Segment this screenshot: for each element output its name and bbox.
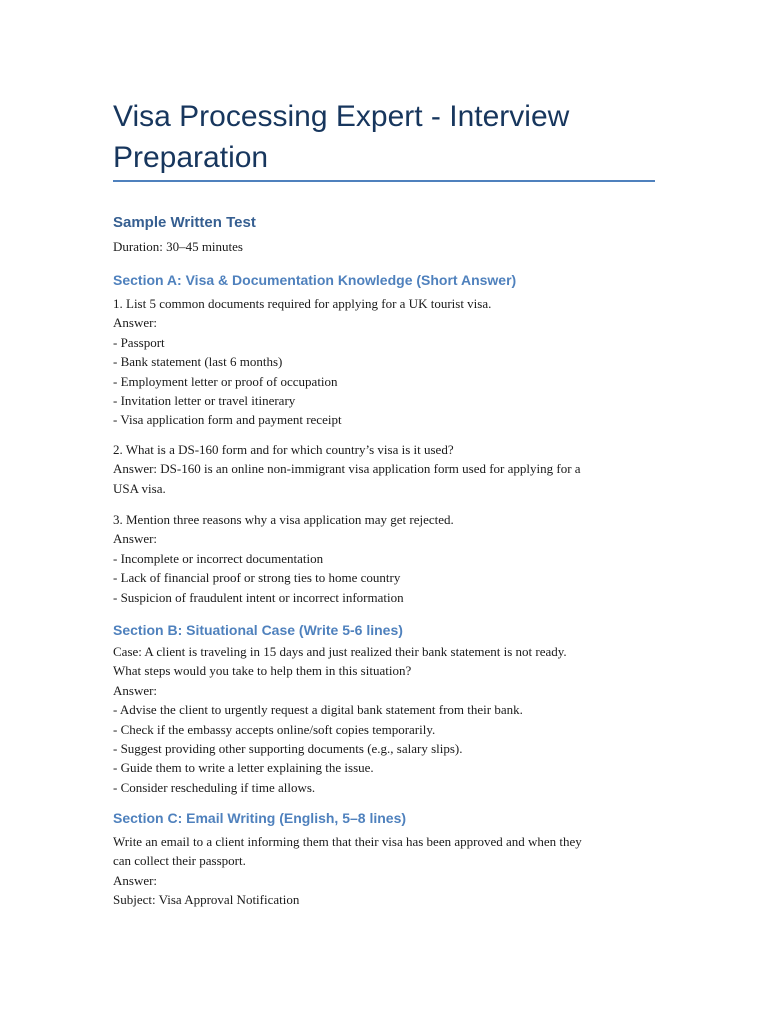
text-line: Answer: DS-160 is an online non-immigrant visa application form used for applying for a [113,461,581,477]
list-item: - Employment letter or proof of occupation [113,373,338,389]
text-line: Write an email to a client informing them that their visa has been approved and when they [113,834,582,849]
list-item: - Lack of financial proof or strong ties to home country [113,570,401,586]
title-divider [113,180,655,182]
section-a-question-1 [113,294,655,430]
list-item: - Check if the embassy accepts online/soft copies temporarily. [113,721,436,737]
list-item: - Visa application form and payment receipt [113,412,342,428]
text-line: Answer: [113,872,158,888]
text-line: 3. Mention three reasons why a visa application may get rejected. [113,512,454,527]
section-c-body [113,832,655,910]
list-item: - Advise the client to urgently request a digital bank statement from their bank. [113,702,523,718]
list-item: - Consider rescheduling if time allows. [113,779,316,795]
duration-text [113,237,655,256]
text-line: can collect their passport. [113,853,246,869]
duration-line: Duration: 30–45 minutes [113,239,243,254]
text-line: Answer: [113,682,158,698]
text-line: 2. What is a DS-160 form and for which country’s visa is it used? [113,442,454,457]
section-a-question-2 [113,440,655,498]
sample-test-heading: Sample Written Test [113,214,256,231]
list-item: - Suspicion of fraudulent intent or incorrect information [113,589,404,605]
section-b-heading: Section B: Situational Case (Write 5-6 lines) [113,622,403,638]
list-item: - Incomplete or incorrect documentation [113,550,324,566]
page-title: Visa Processing Expert - Interview Preparation [113,100,570,174]
section-b-body [113,642,655,797]
text-line: 1. List 5 common documents required for applying for a UK tourist visa. [113,296,492,311]
text-line: What steps would you take to help them in this situation? [113,663,412,679]
text-line: Answer: [113,315,158,331]
list-item: - Guide them to write a letter explaining the issue. [113,760,374,776]
section-a-question-3 [113,510,655,607]
text-line: Case: A client is traveling in 15 days and just realized their bank statement is not ready. [113,644,567,659]
text-line: Answer: [113,531,158,547]
section-a-heading: Section A: Visa & Documentation Knowledge (Short Answer) [113,272,517,288]
text-line: USA visa. [113,480,166,496]
text-line: Subject: Visa Approval Notification [113,892,300,908]
list-item: - Bank statement (last 6 months) [113,354,283,370]
list-item: - Invitation letter or travel itinerary [113,393,296,409]
list-item: - Passport [113,334,165,350]
list-item: - Suggest providing other supporting documents (e.g., salary slips). [113,741,463,757]
section-c-heading: Section C: Email Writing (English, 5–8 lines) [113,810,407,826]
